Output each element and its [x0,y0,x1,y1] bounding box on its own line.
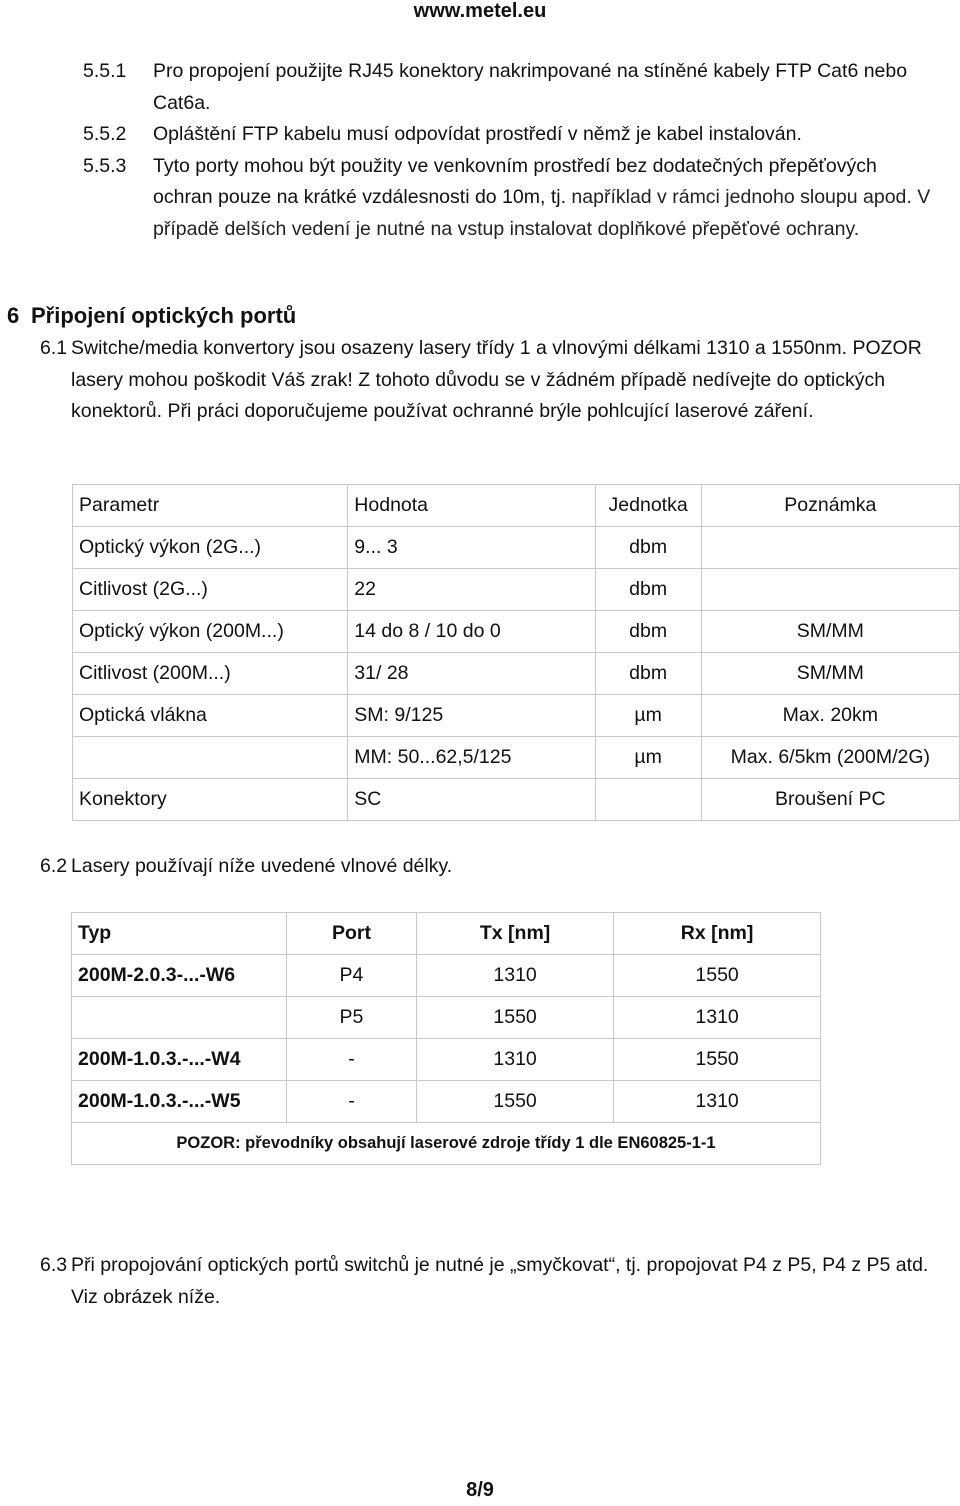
table-cell: Max. 20km [701,695,959,737]
table-cell: Citlivost (200M...) [73,653,348,695]
table-cell: Citlivost (2G...) [73,569,348,611]
table-row [72,955,821,997]
paragraph-number: 6.1 [40,337,68,359]
section-heading [7,301,296,331]
table-cell: Konektory [73,779,348,821]
warning-note: POZOR: převodníky obsahují laserové zdroje třídy 1 dle EN60825-1-1 [72,1123,821,1165]
table-cell: 1550 [614,1039,821,1081]
table-row [73,611,960,653]
table-cell [701,527,959,569]
table-row [73,779,960,821]
table-cell: 14 do 8 / 10 do 0 [348,611,595,653]
site-header: www.metel.eu [413,0,547,22]
paragraph-6-1 [40,333,940,428]
table-cell: 1310 [614,997,821,1039]
table-cell: P4 [286,955,416,997]
table-row [73,527,960,569]
table-cell: SM: 9/125 [348,695,595,737]
section-title: Připojení optických portů [31,303,297,328]
paragraph-6-2 [40,851,940,883]
paragraph-text: Lasery používají níže uvedené vlnové délky. [71,855,453,877]
paragraph-number: 6.2 [40,855,68,877]
item-number: 5.5.3 [83,154,127,177]
table-cell [73,737,348,779]
list-item [83,56,933,119]
table-cell: P5 [286,997,416,1039]
table-cell: dbm [595,569,701,611]
table-cell [72,997,287,1039]
table-header-cell: Jednotka [595,485,701,527]
paragraph-text: Při propojování optických portů switchů je nutné je „smyčkovat“, tj. propojovat P4 z P5, P4 z P5 atd. Viz obrázek níže. [71,1254,929,1308]
table-cell: SC [348,779,595,821]
table-row [73,569,960,611]
table-cell: MM: 50...62,5/125 [348,737,595,779]
table-row [73,653,960,695]
table-cell: µm [595,737,701,779]
table-header-row [73,485,960,527]
table-cell: Optický výkon (2G...) [73,527,348,569]
table-header-cell: Tx [nm] [416,913,613,955]
table-row [73,695,960,737]
table-cell: dbm [595,653,701,695]
table-cell: 9... 3 [348,527,595,569]
table-header-cell: Hodnota [348,485,595,527]
table-row [72,1039,821,1081]
list-item [83,151,933,246]
page-number: 8/9 [466,1479,494,1501]
paragraph-number: 6.3 [40,1254,68,1276]
item-text: Pro propojení použijte RJ45 konektory nakrimpované na stíněné kabely FTP Cat6 nebo Cat6a. [153,60,908,114]
table-header-cell: Poznámka [701,485,959,527]
table-cell: 31/ 28 [348,653,595,695]
item-text: V případě delších vedení je nutné na vstup instalovat doplňkové přepěťové ochrany. [153,186,931,240]
table-cell: SM/MM [701,653,959,695]
table-cell: dbm [595,527,701,569]
table-header-cell: Rx [nm] [614,913,821,955]
table-cell: 1550 [416,997,613,1039]
paragraph-6-3 [40,1250,940,1313]
table-row [72,1123,821,1165]
item-number: 5.5.2 [83,123,127,145]
table-cell: 200M-2.0.3-...-W6 [72,955,287,997]
table-cell: - [286,1081,416,1123]
item-text: Tyto porty mohou být použity ve venkovním prostředí bez dodatečných přepěťových ochran pouze na krátké vzdálesnosti do 10m, tj. [153,154,877,208]
paragraph-text: Switche/media konvertory jsou osazeny lasery třídy 1 a vlnovými délkami 1310 a 1550nm. POZOR lasery mohou poškodit Váš zrak! Z tohoto důvodu se v žádném případě nedívejte do optických konektorů. Při práci doporučujeme používat ochranné brýle pohlcující laserové záření. [71,337,922,423]
section-number: 6 [7,303,20,328]
table-cell: Optická vlákna [73,695,348,737]
item-number: 5.5.1 [83,60,127,82]
wavelength-table [71,912,821,1165]
table-cell: SM/MM [701,611,959,653]
table-cell [701,569,959,611]
table-cell: Max. 6/5km (200M/2G) [701,737,959,779]
table-cell: 1310 [416,955,613,997]
table-row [72,1081,821,1123]
table-header-row [72,913,821,955]
table-cell: 1310 [614,1081,821,1123]
table-header-cell: Port [286,913,416,955]
table-cell: 1310 [416,1039,613,1081]
table-cell: 1550 [416,1081,613,1123]
table-row [72,997,821,1039]
table-cell: 1550 [614,955,821,997]
table-header-cell: Parametr [73,485,348,527]
list-item [83,119,933,151]
table-cell: Broušení PC [701,779,959,821]
item-text: Opláštění FTP kabelu musí odpovídat prostředí v němž je kabel instalován. [153,123,802,145]
item-text: například v rámci jednoho sloupu apod. [571,186,912,208]
table-header-cell: Typ [72,913,287,955]
table-cell [595,779,701,821]
table-cell: 200M-1.0.3.-...-W4 [72,1039,287,1081]
table-row [73,737,960,779]
parameter-table [72,484,960,821]
table-cell: - [286,1039,416,1081]
table-cell: dbm [595,611,701,653]
table-cell: µm [595,695,701,737]
subsection-list [83,56,933,245]
table-cell: 200M-1.0.3.-...-W5 [72,1081,287,1123]
table-cell: Optický výkon (200M...) [73,611,348,653]
table-cell: 22 [348,569,595,611]
